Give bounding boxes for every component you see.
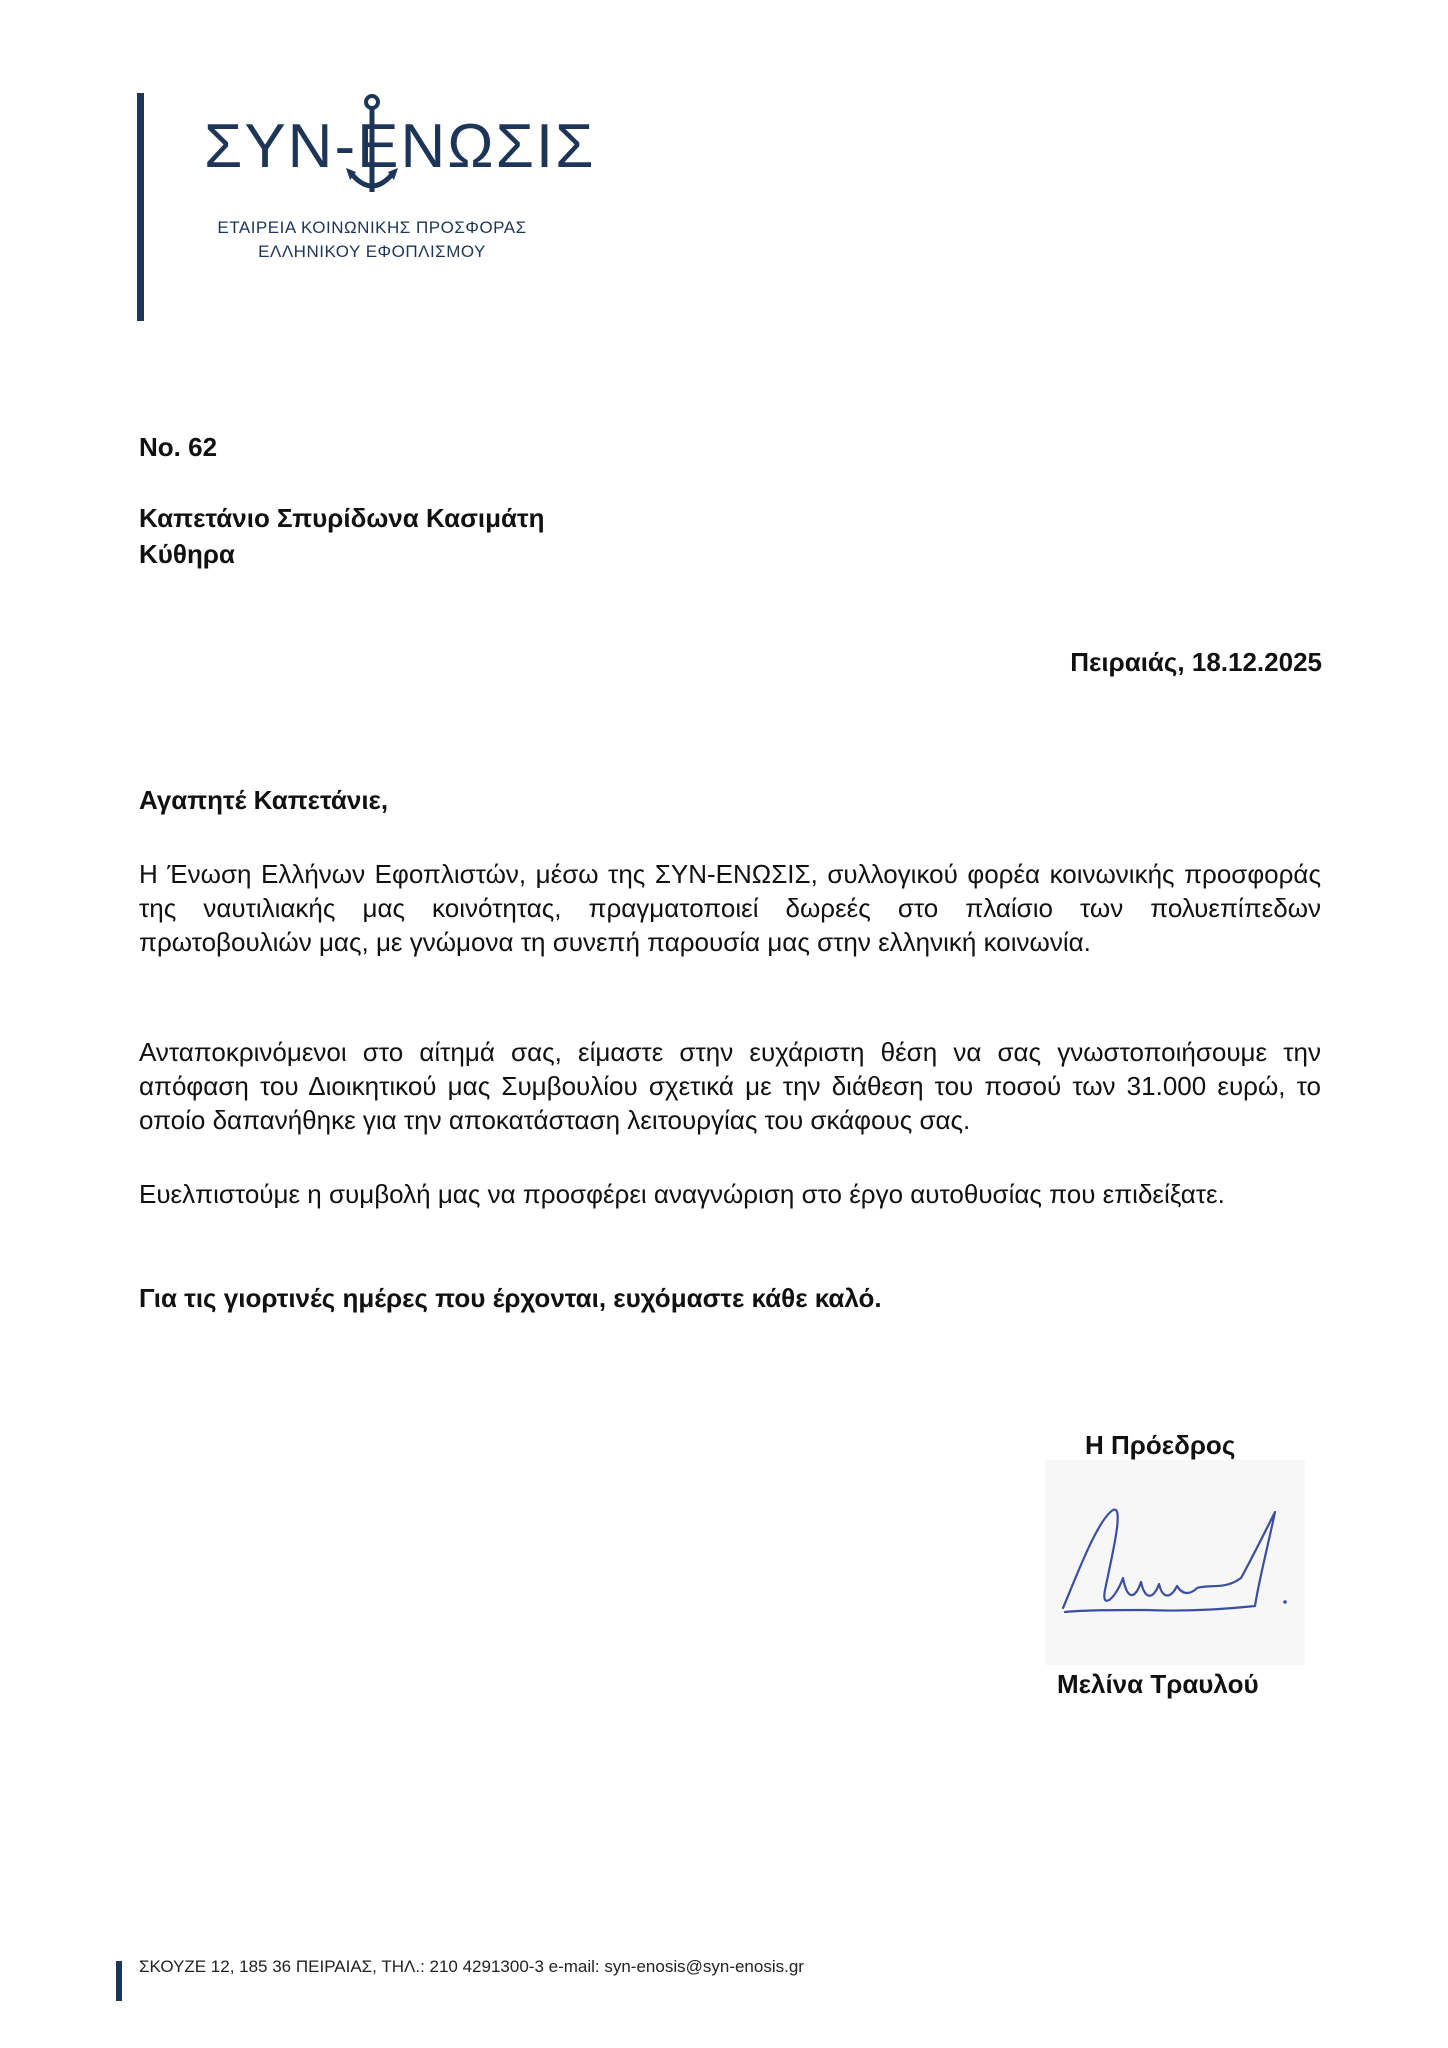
body-paragraph-2: Ανταποκρινόμενοι στο αίτημά σας, είμαστε στην ευχάριστη θέση να σας γνωστοποιήσουμε την απόφαση του Διοικητικού μας Συμβουλίου σχετικά με την διάθεση του ποσού των 31.000 ευρώ, το οποίο δαπανήθηκε για την αποκατάσταση λειτουργίας του σκάφους σας. (139, 1037, 1321, 1135)
signatory-name: Μελίνα Τραυλού (1057, 1669, 1259, 1699)
salutation: Αγαπητέ Καπετάνιε, (139, 785, 389, 815)
handwritten-signature (1045, 1460, 1305, 1665)
org-tagline (200, 216, 544, 264)
closing-line: Για τις γιορτινές ημέρες που έρχονται, ευχόμαστε κάθε καλό. (139, 1283, 882, 1313)
signatory-title: Η Πρόεδρος (1085, 1430, 1236, 1460)
letter-date: Πειραιάς, 18.12.2025 (1070, 647, 1322, 677)
org-name: ΣΥΝ-ΕΝΩΣΙΣ (204, 112, 596, 181)
recipient-location: Κύθηρα (139, 539, 235, 569)
signature-scribble (1045, 1460, 1305, 1665)
org-tagline-line1: ΕΤΑΙΡΕΙΑ ΚΟΙΝΩΝΙΚΗΣ ΠΡΟΣΦΟΡΑΣ (217, 218, 527, 237)
org-tagline-line2: ΕΛΛΗΝΙΚΟΥ ΕΦΟΠΛΙΣΜΟΥ (258, 242, 486, 261)
letterhead-accent-bar (137, 93, 144, 321)
footer-accent-bar (116, 1961, 122, 2001)
body-paragraph-1: Η Ένωση Ελλήνων Εφοπλιστών, μέσω της ΣΥΝ-ΕΝΩΣΙΣ, συλλογικού φορέα κοινωνικής προσφοράς της ναυτιλιακής μας κοινότητας, πραγματοποιεί δωρεές στο πλαίσιο των πολυεπίπεδων πρωτοβουλιών μας, με γνώμονα τη συνεπή παρουσία μας στην ελληνική κοινωνία. (139, 859, 1321, 957)
body-paragraph-3: Ευελπιστούμε η συμβολή μας να προσφέρει αναγνώριση στο έργο αυτοθυσίας που επιδείξατε. (139, 1179, 1225, 1209)
recipient-name: Καπετάνιο Σπυρίδωνα Κασιμάτη (139, 503, 545, 533)
footer-contact: ΣΚΟΥΖΕ 12, 185 36 ΠΕΙΡΑΙΑΣ, ΤΗΛ.: 210 4291300-3 e-mail: syn-enosis@syn-enosis.gr (139, 1957, 804, 1976)
reference-number: No. 62 (139, 432, 218, 462)
